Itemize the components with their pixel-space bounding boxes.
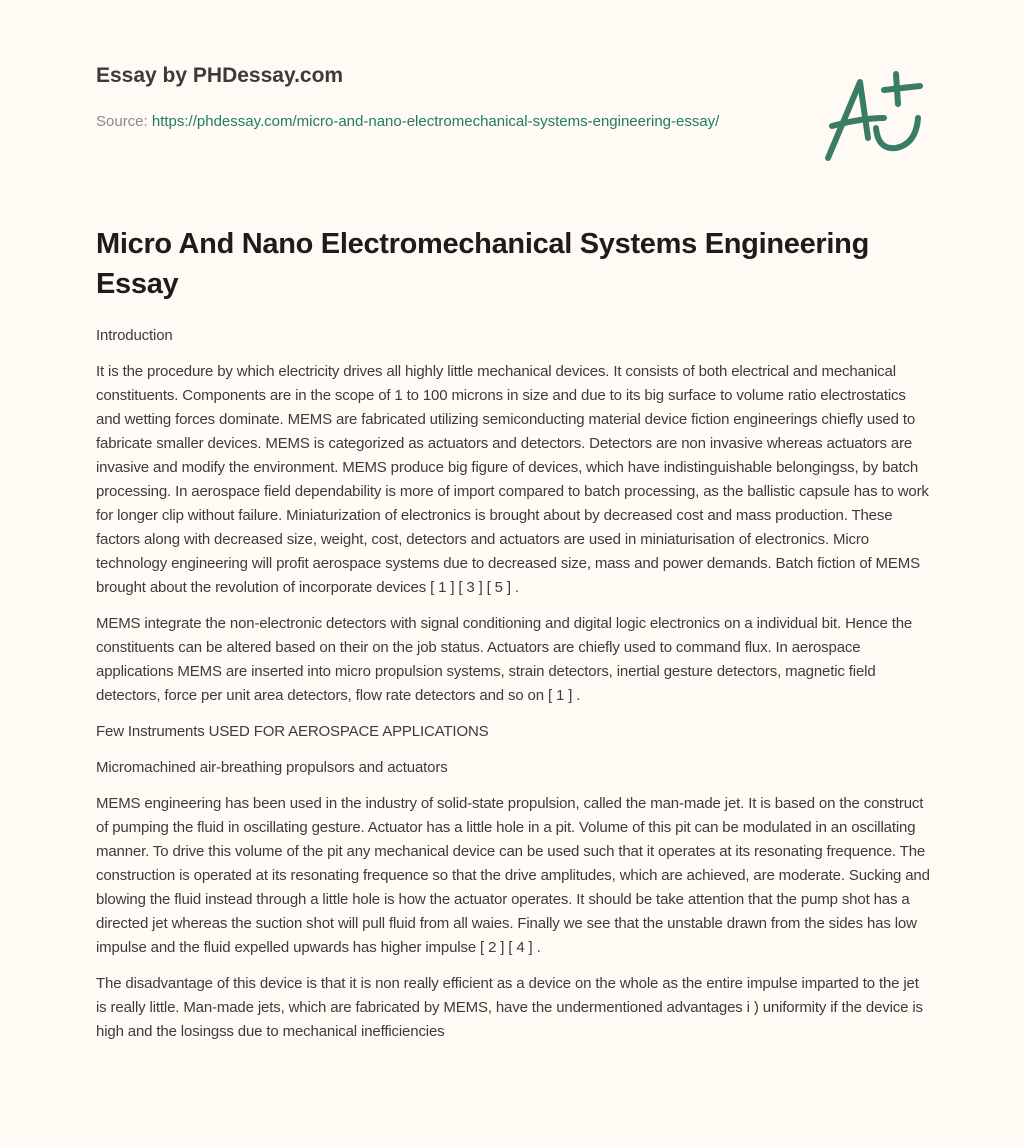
source-line — [96, 110, 776, 134]
article-body — [96, 324, 930, 1056]
site-title: Essay by PHDessay.com — [96, 64, 344, 87]
section-heading: Few Instruments USED FOR AEROSPACE APPLICATIONS — [96, 723, 489, 740]
section-heading: Micromachined air-breathing propulsors and actuators — [96, 759, 448, 776]
source-link[interactable]: https://phdessay.com/micro-and-nano-electromechanical-systems-engineering-essay/ — [151, 113, 720, 130]
section-heading: Introduction — [96, 327, 173, 344]
source-label: Source: — [96, 113, 152, 130]
paragraph: MEMS engineering has been used in the industry of solid-state propulsion, called the man-made jet. It is based on the construct of pumping the fluid in oscillating gesture. Actuator has a little hole in a pit. Volume of this pit can be modulated in an oscillating manner. To drive this volume of the pit any mechanical device can be used such that it operates at its resonating frequence. The construction is operated at its resonating frequence so that the drive amplitudes, which are achieved, are moderate. Sucking and blowing the fluid instead through a little hole is how the actuator operates. It should be take attention that the pump shot has a directed jet whereas the suction shot will pull fluid from all waies. Finally we see that the unstable drawn from the sides has low impulse and the fluid expelled upwards has higher impulse [ 2 ] [ 4 ] . — [96, 795, 930, 956]
paragraph: It is the procedure by which electricity drives all highly little mechanical devices. It consists of both electrical and mechanical constituents. Components are in the scope of 1 to 100 microns in size and due to its big surface to volume ratio electrostatics and wetting forces dominate. MEMS are fabricated utilizing semiconducting material device fiction engineerings chiefly used to fabricate smaller devices. MEMS is categorized as actuators and detectors. Detectors are non invasive whereas actuators are invasive and modify the environment. MEMS produce big figure of devices, which have indistinguishable belongingss, by batch processing. In aerospace field dependability is more of import compared to batch processing, as the ballistic capsule has to work for longer clip without failure. Miniaturization of electronics is brought about by decreased cost and mass production. These factors along with decreased size, weight, cost, detectors and actuators are used in miniaturisation of electronics. Micro technology engineering will profit aerospace systems due to decreased size, mass and power demands. Batch fiction of MEMS brought about the revolution of incorporate devices [ 1 ] [ 3 ] [ 5 ] . — [96, 363, 929, 596]
a-plus-logo-icon — [822, 68, 932, 164]
paragraph: MEMS integrate the non-electronic detectors with signal conditioning and digital logic electronics on a individual bit. Hence the constituents can be altered based on their on the job status. Actuators are chiefly used to command flux. In aerospace applications MEMS are inserted into micro propulsion systems, strain detectors, inertial gesture detectors, magnetic field detectors, force per unit area detectors, flow rate detectors and so on [ 1 ] . — [96, 615, 913, 704]
article-title: Micro And Nano Electromechanical Systems Engineering Essay — [96, 228, 869, 300]
paragraph: The disadvantage of this device is that it is non really efficient as a device on the whole as the entire impulse imparted to the jet is really little. Man-made jets, which are fabricated by MEMS, have the undermentioned advantages i ) uniformity if the device is high and the losingss due to mechanical inefficiencies — [96, 975, 923, 1040]
